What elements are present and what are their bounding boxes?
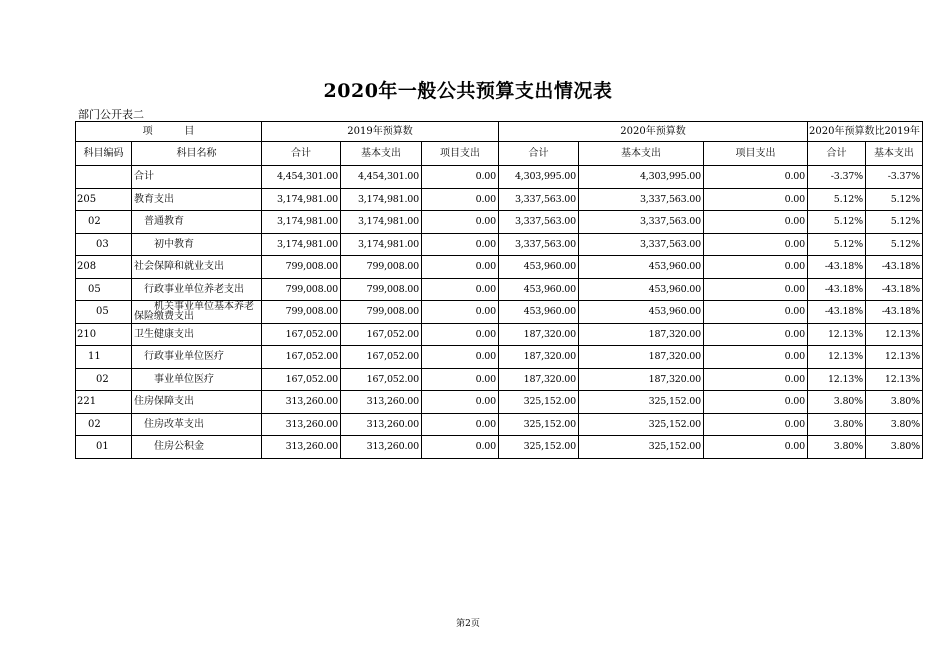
basic-2019-cell: 167,052.00 <box>341 368 422 391</box>
total-change-cell: 3.80% <box>808 413 866 436</box>
table-row <box>76 436 923 459</box>
name-cell: 行政事业单位养老支出 <box>132 278 262 301</box>
basic-2019-cell: 3,174,981.00 <box>341 188 422 211</box>
header-code: 科目编码 <box>76 142 132 166</box>
basic-2020-cell: 3,337,563.00 <box>579 211 704 234</box>
total-2019-cell: 3,174,981.00 <box>262 188 341 211</box>
total-change-cell: -43.18% <box>808 278 866 301</box>
basic-2020-cell: 187,320.00 <box>579 368 704 391</box>
name-cell: 住房改革支出 <box>132 413 262 436</box>
total-2020-cell: 453,960.00 <box>499 278 579 301</box>
basic-change-cell: 12.13% <box>865 368 922 391</box>
project-2019-cell: 0.00 <box>422 256 499 279</box>
code-cell: 11 <box>76 346 132 369</box>
project-2020-cell: 0.00 <box>704 233 808 256</box>
total-2020-cell: 187,320.00 <box>499 346 579 369</box>
header-group-compare: 2020年预算数比2019年 <box>808 122 923 142</box>
project-2019-cell: 0.00 <box>422 188 499 211</box>
table-row <box>76 346 923 369</box>
header-row-groups <box>76 122 923 142</box>
code-cell: 208 <box>76 256 132 279</box>
basic-change-cell: 5.12% <box>865 211 922 234</box>
code-cell: 221 <box>76 391 132 414</box>
table-row <box>76 188 923 211</box>
total-2020-cell: 453,960.00 <box>499 256 579 279</box>
project-2019-cell: 0.00 <box>422 368 499 391</box>
project-2020-cell: 0.00 <box>704 256 808 279</box>
basic-change-cell: 3.80% <box>865 391 922 414</box>
table-row <box>76 211 923 234</box>
total-2020-cell: 325,152.00 <box>499 436 579 459</box>
basic-2019-cell: 167,052.00 <box>341 323 422 346</box>
total-2019-cell: 3,174,981.00 <box>262 211 341 234</box>
budget-table <box>75 121 923 459</box>
header-total-2020: 合计 <box>499 142 579 166</box>
table-row <box>76 391 923 414</box>
basic-2020-cell: 187,320.00 <box>579 346 704 369</box>
project-2019-cell: 0.00 <box>422 346 499 369</box>
basic-2019-cell: 313,260.00 <box>341 413 422 436</box>
total-2019-cell: 3,174,981.00 <box>262 233 341 256</box>
basic-change-cell: 5.12% <box>865 188 922 211</box>
name-cell: 初中教育 <box>132 233 262 256</box>
total-2019-cell: 799,008.00 <box>262 278 341 301</box>
name-cell: 社会保障和就业支出 <box>132 256 262 279</box>
total-change-cell: 3.80% <box>808 436 866 459</box>
table-row <box>76 413 923 436</box>
total-2020-cell: 3,337,563.00 <box>499 211 579 234</box>
total-2019-cell: 167,052.00 <box>262 323 341 346</box>
total-2020-cell: 187,320.00 <box>499 323 579 346</box>
project-2019-cell: 0.00 <box>422 301 499 324</box>
report-title: 2020年一般公共预算支出情况表 <box>323 80 613 102</box>
table-row <box>76 233 923 256</box>
total-2020-cell: 3,337,563.00 <box>499 233 579 256</box>
header-row-columns <box>76 142 923 166</box>
code-cell: 210 <box>76 323 132 346</box>
basic-2019-cell: 3,174,981.00 <box>341 211 422 234</box>
project-2020-cell: 0.00 <box>704 346 808 369</box>
basic-change-cell: 12.13% <box>865 346 922 369</box>
code-cell <box>76 166 132 189</box>
project-2019-cell: 0.00 <box>422 391 499 414</box>
total-2019-cell: 313,260.00 <box>262 413 341 436</box>
table-label: 部门公开表二 <box>78 108 144 121</box>
name-cell: 卫生健康支出 <box>132 323 262 346</box>
total-2019-cell: 799,008.00 <box>262 256 341 279</box>
basic-change-cell: -43.18% <box>865 278 922 301</box>
total-change-cell: -43.18% <box>808 256 866 279</box>
basic-change-cell: -43.18% <box>865 301 922 324</box>
total-2020-cell: 187,320.00 <box>499 368 579 391</box>
total-change-cell: 12.13% <box>808 368 866 391</box>
code-cell: 01 <box>76 436 132 459</box>
project-2020-cell: 0.00 <box>704 323 808 346</box>
header-basic-compare: 基本支出 <box>865 142 922 166</box>
basic-2020-cell: 325,152.00 <box>579 436 704 459</box>
project-2020-cell: 0.00 <box>704 391 808 414</box>
basic-2020-cell: 3,337,563.00 <box>579 233 704 256</box>
project-2020-cell: 0.00 <box>704 188 808 211</box>
code-cell: 02 <box>76 368 132 391</box>
name-cell: 机关事业单位基本养老保险缴费支出 <box>132 301 262 324</box>
name-cell: 住房公积金 <box>132 436 262 459</box>
total-2020-cell: 4,303,995.00 <box>499 166 579 189</box>
table-row <box>76 301 923 324</box>
table-row <box>76 256 923 279</box>
project-2019-cell: 0.00 <box>422 233 499 256</box>
name-cell: 事业单位医疗 <box>132 368 262 391</box>
header-basic-2019: 基本支出 <box>341 142 422 166</box>
basic-2020-cell: 325,152.00 <box>579 391 704 414</box>
total-2019-cell: 313,260.00 <box>262 391 341 414</box>
total-2020-cell: 325,152.00 <box>499 391 579 414</box>
basic-2019-cell: 3,174,981.00 <box>341 233 422 256</box>
basic-2019-cell: 4,454,301.00 <box>341 166 422 189</box>
project-2019-cell: 0.00 <box>422 436 499 459</box>
header-group-2019: 2019年预算数 <box>262 122 499 142</box>
basic-change-cell: -3.37% <box>865 166 922 189</box>
project-2020-cell: 0.00 <box>704 211 808 234</box>
basic-change-cell: 12.13% <box>865 323 922 346</box>
total-change-cell: 3.80% <box>808 391 866 414</box>
table-row <box>76 278 923 301</box>
basic-2020-cell: 325,152.00 <box>579 413 704 436</box>
project-2020-cell: 0.00 <box>704 301 808 324</box>
basic-2019-cell: 799,008.00 <box>341 301 422 324</box>
code-cell: 03 <box>76 233 132 256</box>
total-change-cell: 5.12% <box>808 233 866 256</box>
basic-2020-cell: 4,303,995.00 <box>579 166 704 189</box>
header-basic-2020: 基本支出 <box>579 142 704 166</box>
basic-2020-cell: 453,960.00 <box>579 256 704 279</box>
project-2020-cell: 0.00 <box>704 436 808 459</box>
project-2020-cell: 0.00 <box>704 166 808 189</box>
basic-2019-cell: 799,008.00 <box>341 256 422 279</box>
table-row <box>76 368 923 391</box>
basic-2019-cell: 313,260.00 <box>341 391 422 414</box>
code-cell: 205 <box>76 188 132 211</box>
total-change-cell: -43.18% <box>808 301 866 324</box>
total-change-cell: -3.37% <box>808 166 866 189</box>
header-group-2020: 2020年预算数 <box>499 122 808 142</box>
total-2020-cell: 3,337,563.00 <box>499 188 579 211</box>
project-2020-cell: 0.00 <box>704 278 808 301</box>
table-row <box>76 166 923 189</box>
project-2019-cell: 0.00 <box>422 278 499 301</box>
project-2020-cell: 0.00 <box>704 413 808 436</box>
total-change-cell: 5.12% <box>808 211 866 234</box>
basic-2020-cell: 3,337,563.00 <box>579 188 704 211</box>
basic-2020-cell: 453,960.00 <box>579 278 704 301</box>
total-2019-cell: 4,454,301.00 <box>262 166 341 189</box>
basic-change-cell: 5.12% <box>865 233 922 256</box>
name-cell: 行政事业单位医疗 <box>132 346 262 369</box>
header-project-2019: 项目支出 <box>422 142 499 166</box>
total-2019-cell: 167,052.00 <box>262 368 341 391</box>
total-change-cell: 5.12% <box>808 188 866 211</box>
basic-change-cell: -43.18% <box>865 256 922 279</box>
code-cell: 02 <box>76 413 132 436</box>
basic-2020-cell: 453,960.00 <box>579 301 704 324</box>
project-2019-cell: 0.00 <box>422 413 499 436</box>
basic-change-cell: 3.80% <box>865 436 922 459</box>
total-change-cell: 12.13% <box>808 323 866 346</box>
code-cell: 05 <box>76 278 132 301</box>
name-cell: 住房保障支出 <box>132 391 262 414</box>
project-2019-cell: 0.00 <box>422 323 499 346</box>
code-cell: 05 <box>76 301 132 324</box>
basic-change-cell: 3.80% <box>865 413 922 436</box>
basic-2019-cell: 799,008.00 <box>341 278 422 301</box>
header-item: 项 目 <box>76 122 262 142</box>
header-total-compare: 合计 <box>808 142 866 166</box>
header-name: 科目名称 <box>132 142 262 166</box>
header-total-2019: 合计 <box>262 142 341 166</box>
basic-2019-cell: 313,260.00 <box>341 436 422 459</box>
total-2020-cell: 325,152.00 <box>499 413 579 436</box>
table-row <box>76 323 923 346</box>
code-cell: 02 <box>76 211 132 234</box>
basic-2019-cell: 167,052.00 <box>341 346 422 369</box>
header-project-2020: 项目支出 <box>704 142 808 166</box>
basic-2020-cell: 187,320.00 <box>579 323 704 346</box>
name-cell: 普通教育 <box>132 211 262 234</box>
name-cell: 教育支出 <box>132 188 262 211</box>
total-2020-cell: 453,960.00 <box>499 301 579 324</box>
total-2019-cell: 313,260.00 <box>262 436 341 459</box>
name-cell: 合计 <box>132 166 262 189</box>
project-2020-cell: 0.00 <box>704 368 808 391</box>
total-change-cell: 12.13% <box>808 346 866 369</box>
total-2019-cell: 799,008.00 <box>262 301 341 324</box>
project-2019-cell: 0.00 <box>422 166 499 189</box>
total-2019-cell: 167,052.00 <box>262 346 341 369</box>
page-number: 第2页 <box>456 619 480 629</box>
project-2019-cell: 0.00 <box>422 211 499 234</box>
